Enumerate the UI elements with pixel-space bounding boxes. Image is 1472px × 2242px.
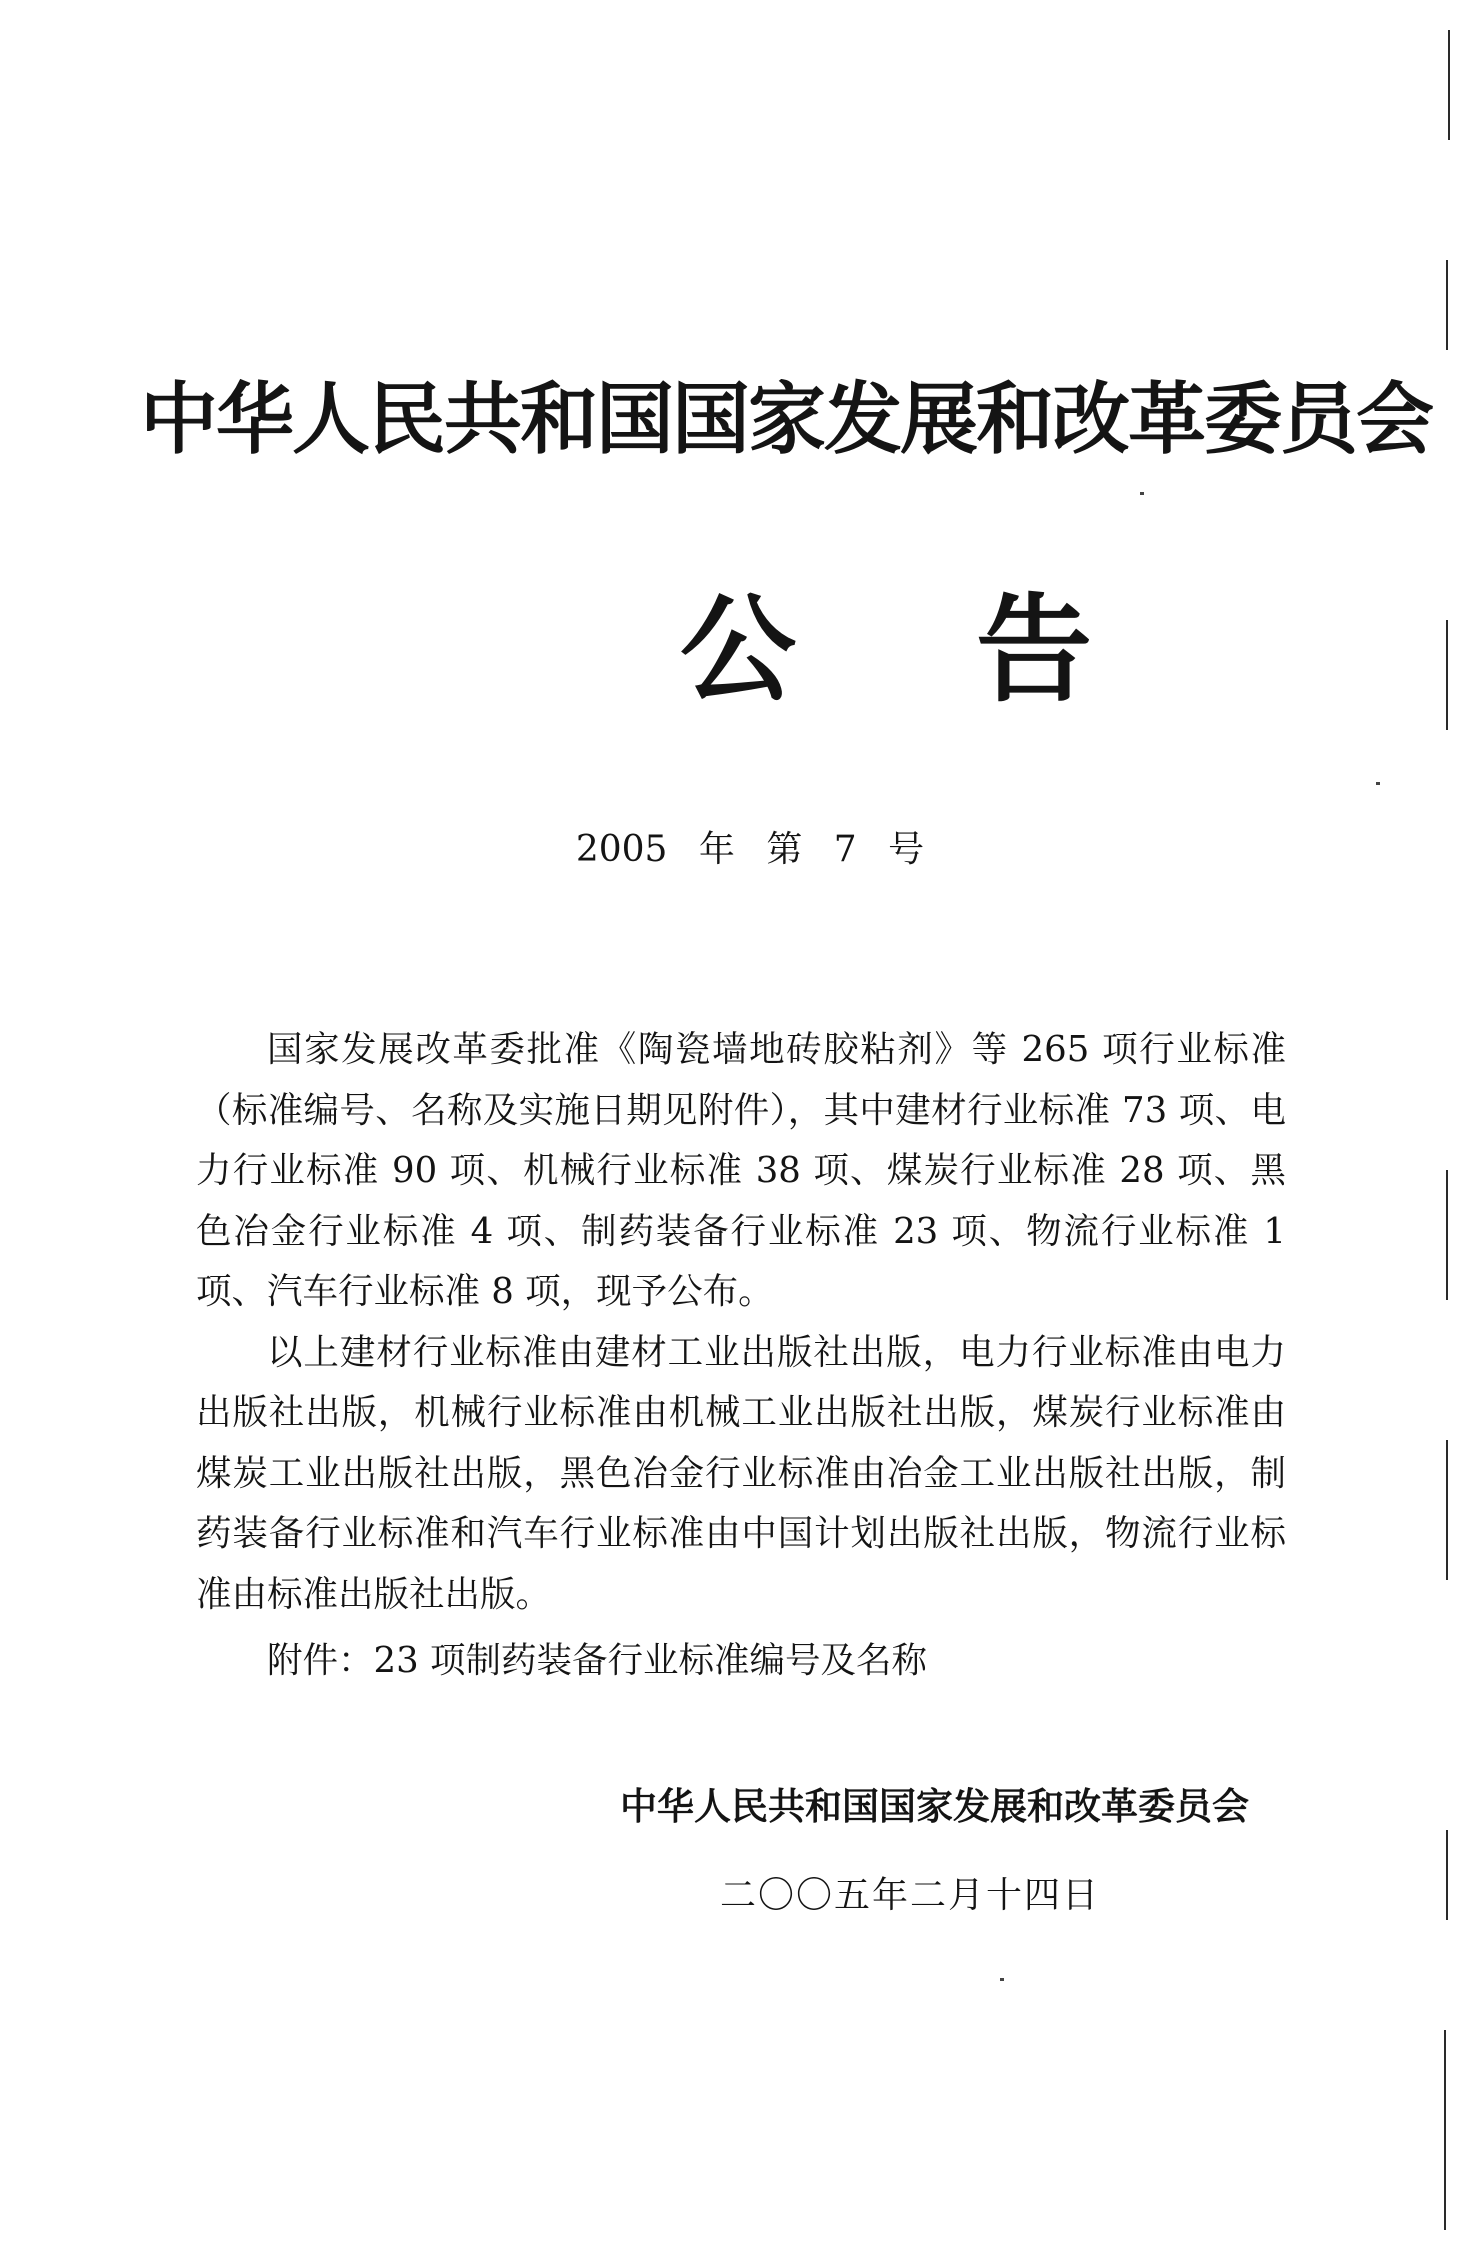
scan-edge-mark xyxy=(1446,1170,1448,1300)
scan-edge-mark xyxy=(1446,1830,1448,1920)
scan-edge-mark xyxy=(1446,1440,1448,1580)
scan-speck xyxy=(1000,1978,1004,1981)
scan-edge-mark xyxy=(1444,2030,1446,2230)
attachment-note: 附件：23 项制药装备行业标准编号及名称 xyxy=(267,1640,927,1681)
scan-edge-mark xyxy=(1448,30,1450,140)
scan-speck xyxy=(1376,782,1380,785)
body-paragraph-2: 以上建材行业标准由建材工业出版社出版，电力行业标准由电力出版社出版，机械行业标准由机械工业出版社出版，煤炭行业标准由煤炭工业出版社出版，黑色冶金行业标准由冶金工业出版社出版，制药装备行业标准和汽车行业标准由中国计划出版社出版，物流行业标准由标准出版社出版。 xyxy=(196,1331,1286,1615)
body-paragraph-1: 国家发展改革委批准《陶瓷墙地砖胶粘剂》等 265 项行业标准（标准编号、名称及实施日期见附件），其中建材行业标准 73 项、电力行业标准 90 项、机械行业标准 38 项、煤炭行业标准 28 项、黑色冶金行业标准 4 项、制药装备行业标准 23 项、物流行业标准 1 项、汽车行业标准 8 项，现予公布。 xyxy=(196,1029,1286,1312)
scan-edge-mark xyxy=(1446,620,1448,730)
document-type-heading: 公告 xyxy=(680,582,1272,718)
scan-speck xyxy=(1140,492,1144,495)
scan-edge-mark xyxy=(1446,260,1448,350)
issuing-organization-title: 中华人民共和国国家发展和改革委员会 xyxy=(140,374,1433,465)
signature-date: 二〇〇五年二月十四日 xyxy=(719,1875,1100,1916)
document-number: 2005 年 第 7 号 xyxy=(575,829,925,870)
signature-organization: 中华人民共和国国家发展和改革委员会 xyxy=(620,1784,1249,1828)
announcement-body xyxy=(196,1020,1286,1692)
